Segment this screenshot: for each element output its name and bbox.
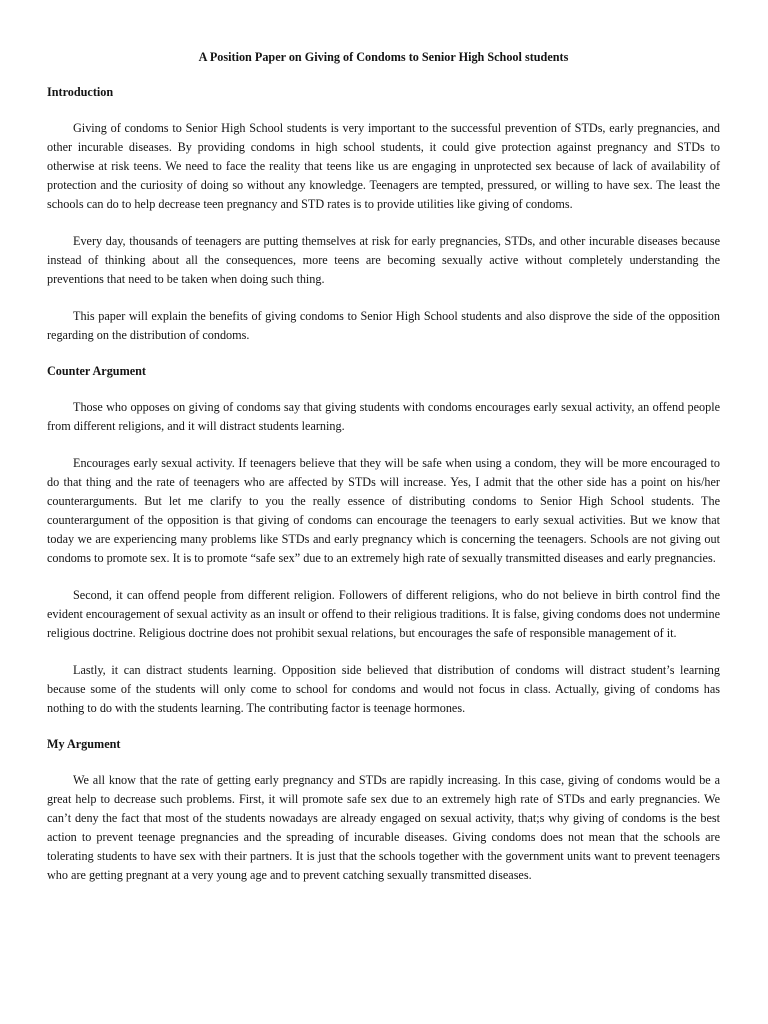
paragraph: Lastly, it can distract students learning. Opposition side believed that distribution of condoms will distract student’s learning because some of the students will only come to school for condoms and would not focus in class. Actually, giving of condoms has nothing to do with the students learning. The contributing factor is teenage hormones. <box>47 663 720 715</box>
paragraph: Every day, thousands of teenagers are putting themselves at risk for early pregnancies, STDs, and other incurable diseases because instead of thinking about all the consequences, more teens are becoming sexually active without completely understanding the preventions that need to be taken when doing such thing. <box>47 234 720 286</box>
paragraph: Giving of condoms to Senior High School students is very important to the successful prevention of STDs, early pregnancies, and other incurable diseases. By providing condoms in high school students, it could give protection against pregnancy and STDs to otherwise at risk teens. We need to face the reality that teens like us are engaging in unprotected sex because of lack of availability of protection and the curiosity of doing so without any knowledge. Teenagers are tempted, pressured, or willing to have sex. The least the schools can do to help decrease teen pregnancy and STD rates is to provide utilities like giving of condoms. <box>47 121 720 211</box>
section-heading: My Argument <box>47 737 121 751</box>
paragraph: Second, it can offend people from different religion. Followers of different religions, who do not believe in birth control find the evident encouragement of sexual activity as an insult or offend to their religious traditions. It is false, giving condoms does not undermine religious doctrine. Religious doctrine does not prohibit sexual relations, but encourages the safe of responsible management of it. <box>47 588 720 640</box>
section-counter-argument <box>47 363 720 718</box>
section-my-argument <box>47 736 720 885</box>
section-heading: Introduction <box>47 85 114 99</box>
section-heading: Counter Argument <box>47 364 146 378</box>
paragraph: We all know that the rate of getting early pregnancy and STDs are rapidly increasing. In this case, giving of condoms would be a great help to decrease such problems. First, it will promote safe sex due to an extremely high rate of STDs and early pregnancies. We can’t deny the fact that most of the students nowadays are already engaged on sexual activity, that;s why giving of condoms is the best action to prevent teenage pregnancies and the spreading of incurable diseases. Giving condoms does not mean that the schools are tolerating students to have sex with their partners. It is just that the schools together with the government units want to prevent teenagers who are getting pregnant at a very young age and to prevent catching sexually transmitted diseases. <box>47 773 720 882</box>
section-introduction <box>47 84 720 345</box>
paragraph: Encourages early sexual activity. If teenagers believe that they will be safe when using a condom, they will be more encouraged to do that thing and the rate of teenagers who are affected by STDs will increase. Yes, I admit that the other side has a point on his/her counterarguments. But let me clarify to you the really essence of distributing condoms to Senior High School students. The counterargument of the opposition is that giving of condoms can encourage the teenagers to early sexual activities. But we know that today we are experiencing many problems like STDs and early pregnancy which is concerning the teenagers. Schools are not giving out condoms to promote sex. It is to promote “safe sex” due to an extremely high rate of sexually transmitted diseases and early pregnancies. <box>47 456 720 565</box>
document-page <box>47 49 720 903</box>
page-title: A Position Paper on Giving of Condoms to Senior High School students <box>198 50 569 64</box>
paragraph: This paper will explain the benefits of giving condoms to Senior High School students and also disprove the side of the opposition regarding on the distribution of condoms. <box>47 309 720 342</box>
paragraph: Those who opposes on giving of condoms say that giving students with condoms encourages early sexual activity, an offend people from different religions, and it will distract students learning. <box>47 400 720 433</box>
